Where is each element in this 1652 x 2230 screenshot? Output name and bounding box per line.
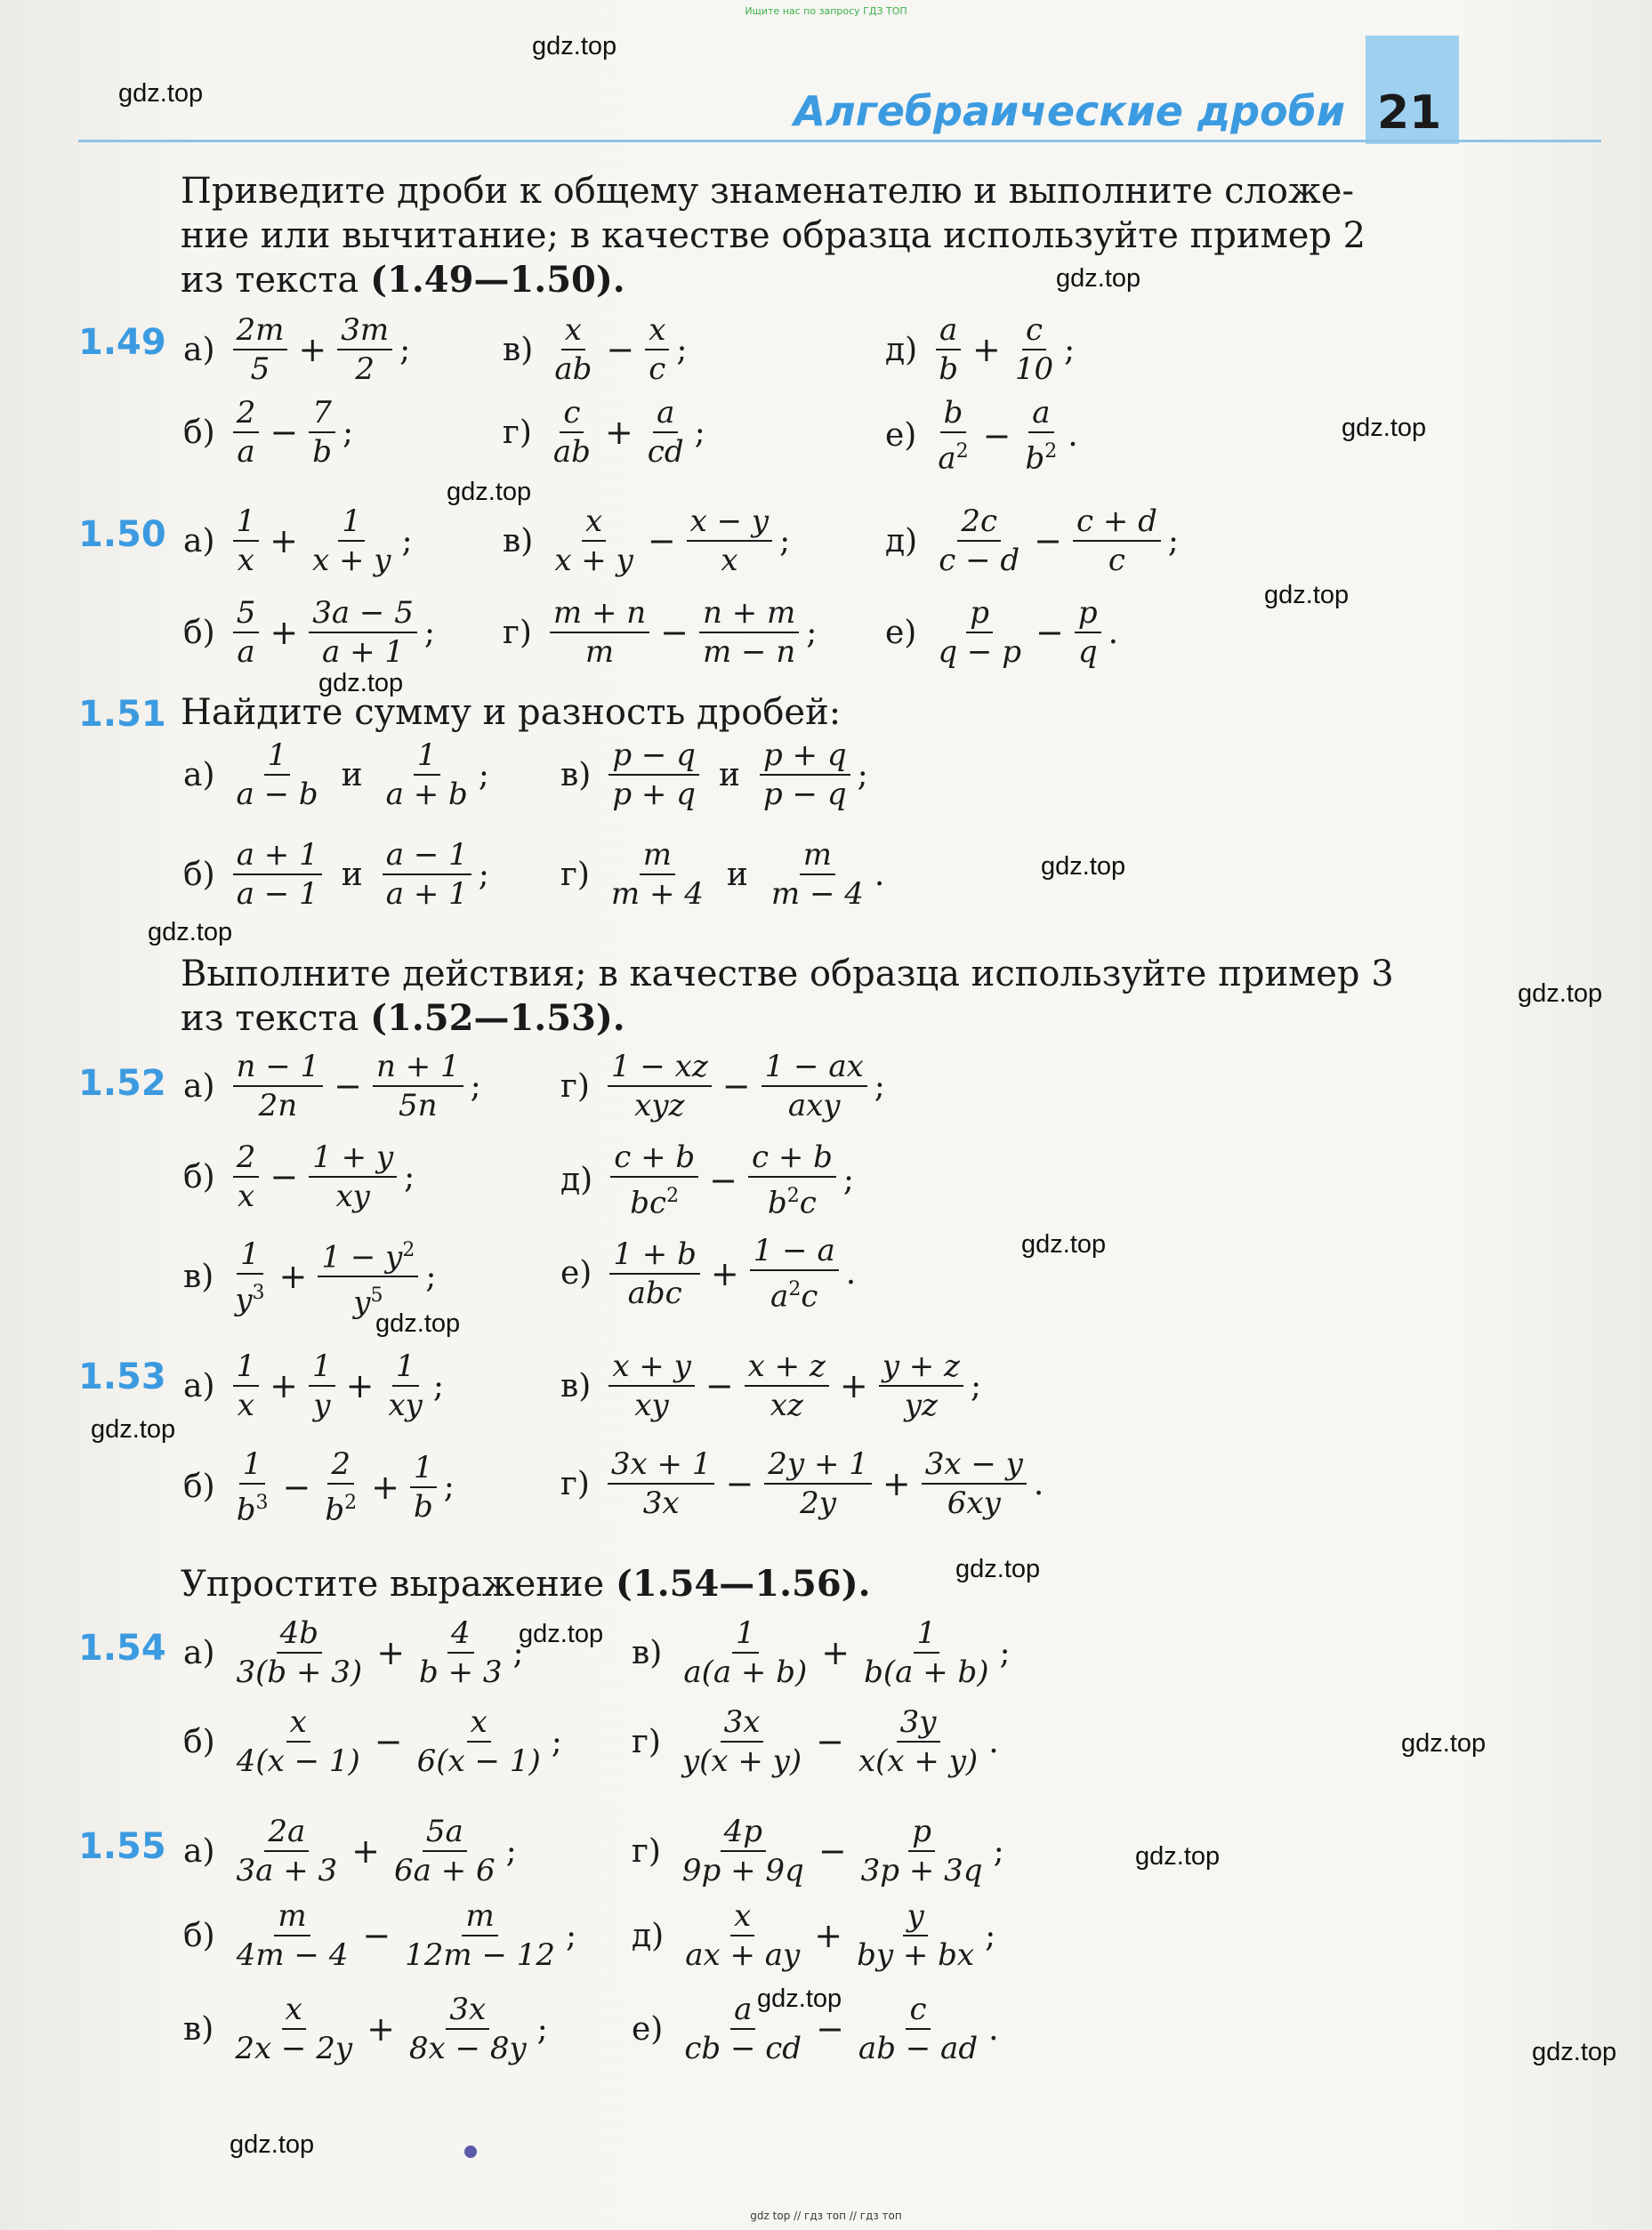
item-label: б)	[183, 614, 215, 651]
fraction: $\frac{a}{cd}$	[647, 395, 684, 470]
fraction: $\frac{1 - xz}{\text{xyz}}$	[608, 1048, 712, 1124]
problem-1-49-v: в) $\frac{x}{ab}$ − $\frac{x}{c}$ ;	[503, 312, 688, 387]
instruction-3-range: (1.54—1.56).	[615, 1563, 871, 1605]
problem-1-51-b: б) $\frac{a + 1}{a - 1}$ и $\frac{a - 1}{a + 1}$ ;	[183, 837, 489, 912]
fraction: $\frac{n - 1}{2n}$	[233, 1048, 324, 1124]
watermark: gdz.top	[1264, 581, 1350, 609]
instruction-1-line-2: ние или вычитание; в качестве образца используйте пример 2	[181, 215, 1366, 256]
item-label: е)	[885, 614, 917, 651]
item-label: а)	[183, 522, 215, 560]
item-label: а)	[183, 1832, 215, 1870]
fraction: $\frac{1 - a}{a^2c}$	[750, 1232, 839, 1315]
bottom-links[interactable]: gdz top // гдз топ // гдз топ	[750, 2210, 902, 2222]
fraction: $\frac{2a}{3a + 3}$	[236, 1814, 338, 1888]
fraction: $\frac{c + b}{b^2c}$	[748, 1139, 836, 1221]
watermark: gdz.top	[375, 1309, 461, 1338]
fraction: $\frac{1}{y}$	[309, 1348, 335, 1424]
fraction: $\frac{3y}{x(x + y)}$	[858, 1704, 979, 1779]
watermark: gdz.top	[955, 1555, 1041, 1583]
instruction-2-line-1: Выполните действия; в качестве образца используйте пример 3	[181, 954, 1394, 994]
fraction: $\frac{1}{x}$	[233, 1348, 260, 1424]
item-label: б)	[183, 1723, 215, 1760]
fraction: $\frac{m}{m - 4}$	[770, 837, 864, 912]
fraction: $\frac{3x - y}{6xy}$	[922, 1445, 1027, 1522]
fraction: $\frac{b}{a^2}$	[938, 395, 969, 477]
instruction-1-range: (1.49—1.50).	[370, 259, 625, 301]
watermark: gdz.top	[148, 918, 233, 946]
fraction: $\frac{m}{m + 4}$	[610, 837, 704, 912]
fraction: $\frac{x}{2x - 2y}$	[235, 1992, 353, 2066]
instruction-2-text: из текста	[181, 998, 371, 1039]
fraction: $\frac{5}{a}$	[233, 594, 260, 671]
item-label: д)	[885, 522, 918, 560]
conjunction: и	[718, 756, 740, 793]
fraction: $\frac{1}{a(a + b)}$	[683, 1615, 808, 1690]
watermark: gdz.top	[757, 1984, 842, 2013]
problem-1-53-a: а) $\frac{1}{x}$ + $\frac{1}{y}$ + $\frac{1}{xy}$ ;	[183, 1348, 445, 1423]
problem-1-50-v: в) $\frac{x}{x + y}$ − $\frac{x - y}{x}$ ;	[503, 503, 791, 578]
fraction: $\frac{p}{q - p}$	[938, 595, 1021, 670]
fraction: $\frac{m}{12m - 12}$	[405, 1898, 556, 1973]
fraction: $\frac{1}{b^3}$	[236, 1446, 269, 1528]
fraction: $\frac{x}{ax + ay}$	[685, 1898, 801, 1973]
fraction: $\frac{a + 1}{a - 1}$	[233, 836, 322, 913]
problem-1-52-b: б) $\frac{2}{x}$ − $\frac{1 + y}{xy}$ ;	[183, 1139, 415, 1214]
problem-1-53-b: б) $\frac{1}{b^3}$ − $\frac{2}{b^2}$ + $\frac{1}{b}$ ;	[183, 1446, 455, 1528]
fraction: $\frac{x}{x + y}$	[554, 503, 633, 578]
fraction: $\frac{p + q}{p - q}$	[760, 737, 850, 813]
fraction: $\frac{2m}{5}$	[233, 311, 288, 388]
item-label: д)	[560, 1162, 593, 1199]
fraction: $\frac{c}{ab}$	[552, 395, 591, 470]
item-label: а)	[183, 1367, 215, 1405]
problem-1-49-g: г) $\frac{c}{ab}$ + $\frac{a}{cd}$ ;	[503, 395, 705, 470]
fraction: $\frac{x + y}{xy}$	[608, 1348, 695, 1424]
item-label: е)	[632, 2010, 664, 2048]
item-label: е)	[885, 417, 917, 455]
problem-1-55-d: д) $\frac{x}{ax + ay}$ + $\frac{y}{by + bx}$ ;	[632, 1898, 996, 1973]
fraction: $\frac{2c}{c - d}$	[939, 503, 1020, 578]
fraction: $\frac{2}{x}$	[233, 1139, 260, 1215]
item-label: е)	[560, 1255, 592, 1292]
fraction: $\frac{7}{b}$	[309, 394, 335, 471]
watermark: gdz.top	[1532, 2038, 1617, 2066]
item-label: д)	[632, 1917, 665, 1954]
problem-1-51-text: Найдите сумму и разность дробей:	[181, 692, 842, 733]
problem-1-52-d: д) $\frac{c + b}{bc^2}$ − $\frac{c + b}{b^2c}$ ;	[560, 1139, 855, 1221]
fraction: $\frac{1 + b}{\text{abc}}$	[609, 1236, 700, 1312]
item-label: г)	[560, 856, 590, 893]
item-label: а)	[183, 1067, 215, 1105]
top-search-hint[interactable]: Ищите нас по запросу ГДЗ ТОП	[745, 5, 907, 17]
instruction-1-text: из текста	[181, 260, 371, 301]
problem-number-1-49: 1.49	[78, 322, 166, 363]
watermark: gdz.top	[1041, 852, 1126, 881]
problem-1-54-g: г) $\frac{3x}{y(x + y)}$ − $\frac{3y}{x(x + y)}$ .	[632, 1704, 999, 1779]
item-label: в)	[183, 2010, 214, 2048]
watermark: gdz.top	[1021, 1230, 1107, 1259]
fraction: $\frac{c + b}{bc^2}$	[610, 1139, 698, 1221]
problem-1-53-v: в) $\frac{x + y}{xy}$ − $\frac{x + z}{xz}$ + $\frac{y + z}{yz}$ ;	[560, 1348, 982, 1423]
fraction: $\frac{y}{by + bx}$	[857, 1898, 975, 1973]
fraction: $\frac{4b}{3(b + 3)}$	[236, 1615, 363, 1690]
fraction: $\frac{3m}{2}$	[337, 311, 392, 388]
page-number: 21	[1377, 86, 1442, 140]
item-label: д)	[885, 331, 918, 368]
fraction: $\frac{1 - y^2}{y^5}$	[318, 1232, 418, 1322]
fraction: $\frac{m}{4m - 4}$	[236, 1898, 349, 1973]
problem-1-54-v: в) $\frac{1}{a(a + b)}$ + $\frac{1}{b(a + b)}$ ;	[632, 1615, 1011, 1690]
problem-1-50-e: е) $\frac{p}{q - p}$ − $\frac{p}{q}$ .	[885, 595, 1119, 670]
fraction: $\frac{1}{a + b}$	[385, 737, 468, 812]
item-label: в)	[503, 522, 534, 560]
fraction: $\frac{n + m}{m - n}$	[699, 594, 799, 671]
problem-1-55-g: г) $\frac{4p}{9p + 9q}$ − $\frac{p}{3p + 3q}$ ;	[632, 1814, 1004, 1888]
item-label: г)	[632, 1723, 661, 1760]
fraction: $\frac{x}{ab}$	[554, 312, 592, 387]
instruction-2-range: (1.52—1.53).	[370, 997, 625, 1039]
problem-1-55-v: в) $\frac{x}{2x - 2y}$ + $\frac{3x}{8x - 8y}$ ;	[183, 1992, 548, 2066]
instruction-2-line-2	[181, 996, 1462, 1041]
instruction-1-line-1: Приведите дроби к общему знаменателю и выполните сложе-	[181, 171, 1354, 212]
item-label: в)	[560, 1367, 592, 1405]
watermark: gdz.top	[1401, 1729, 1487, 1758]
problem-number-1-53: 1.53	[78, 1357, 166, 1397]
fraction: $\frac{x}{4(x - 1)}$	[236, 1704, 360, 1779]
instruction-1	[181, 169, 1462, 302]
watermark: gdz.top	[1342, 414, 1427, 442]
fraction: $\frac{p}{q}$	[1075, 594, 1101, 671]
fraction: $\frac{n + 1}{5n}$	[373, 1048, 463, 1124]
item-label: а)	[183, 756, 215, 793]
problem-number-1-55: 1.55	[78, 1826, 166, 1867]
instruction-3-text: Упростите выражение	[181, 1564, 616, 1605]
conjunction: и	[341, 756, 363, 793]
instruction-1-line-3	[181, 258, 1462, 302]
item-label: г)	[503, 614, 532, 651]
fraction: $\frac{c}{10}$	[1014, 312, 1054, 387]
fraction: $\frac{p}{3p + 3q}$	[860, 1814, 983, 1888]
item-label: б)	[183, 1158, 215, 1196]
chapter-title: Алгебраические дроби	[794, 87, 1345, 135]
watermark: gdz.top	[519, 1620, 604, 1648]
fraction: $\frac{y + z}{yz}$	[879, 1348, 963, 1424]
item-label: б)	[183, 1917, 215, 1954]
fraction: $\frac{x}{6(x - 1)}$	[416, 1704, 541, 1779]
problem-1-51-a: а) $\frac{1}{a - b}$ и $\frac{1}{a + b}$ ;	[183, 737, 489, 812]
item-label: в)	[632, 1634, 663, 1671]
item-label: в)	[503, 331, 534, 368]
fraction: $\frac{2}{b^2}$	[325, 1446, 358, 1528]
problem-1-50-g: г) $\frac{m + n}{m}$ − $\frac{n + m}{m - n}$ ;	[503, 595, 818, 670]
problem-1-55-b: б) $\frac{m}{4m - 4}$ − $\frac{m}{12m - 12}$ ;	[183, 1898, 577, 1973]
item-label: а)	[183, 331, 215, 368]
conjunction: и	[726, 856, 748, 893]
problem-1-49-d: д) $\frac{a}{b}$ + $\frac{c}{10}$ ;	[885, 312, 1076, 387]
fraction: $\frac{1}{b}$	[410, 1449, 437, 1526]
item-label: б)	[183, 414, 215, 451]
fraction: $\frac{4p}{9p + 9q}$	[681, 1814, 804, 1888]
item-label: в)	[183, 1258, 214, 1295]
fraction: $\frac{1}{y^3}$	[235, 1236, 265, 1317]
fraction: $\frac{a - 1}{a + 1}$	[383, 836, 471, 913]
fraction: $\frac{1 + y}{xy}$	[309, 1139, 397, 1215]
fraction: $\frac{x - y}{x}$	[687, 503, 773, 579]
ink-spot	[464, 2145, 477, 2158]
problem-1-55-a: а) $\frac{2a}{3a + 3}$ + $\frac{5a}{6a + 6}$ ;	[183, 1814, 517, 1888]
problem-1-50-d: д) $\frac{2c}{c - d}$ − $\frac{c + d}{c}$ ;	[885, 503, 1180, 578]
item-label: г)	[560, 1465, 590, 1502]
fraction: $\frac{2y + 1}{2y}$	[764, 1445, 872, 1522]
problem-1-51-v: в) $\frac{p - q}{p + q}$ и $\frac{p + q}{p - q}$ ;	[560, 737, 868, 812]
header-rule	[78, 140, 1601, 142]
problem-1-52-e: е) $\frac{1 + b}{\text{abc}}$ + $\frac{1 - a}{a^2c}$ .	[560, 1233, 857, 1315]
fraction: $\frac{m + n}{m}$	[550, 594, 649, 671]
instruction-2	[181, 952, 1462, 1041]
problem-1-51-g: г) $\frac{m}{m + 4}$ и $\frac{m}{m - 4}$ .	[560, 837, 885, 912]
fraction: $\frac{3a - 5}{a + 1}$	[309, 594, 417, 671]
fraction: $\frac{3x + 1}{3x}$	[608, 1445, 715, 1522]
problem-1-52-g: г) $\frac{1 - xz}{\text{xyz}}$ − $\frac{1 - ax}{\text{axy}}$ ;	[560, 1049, 885, 1123]
watermark: gdz.top	[91, 1415, 176, 1444]
item-label: в)	[560, 756, 592, 793]
fraction: $\frac{1}{xy}$	[388, 1348, 423, 1423]
problem-number-1-51: 1.51	[78, 694, 166, 735]
problem-1-52-a: а) $\frac{n - 1}{2n}$ − $\frac{n + 1}{5n}$ ;	[183, 1049, 481, 1123]
fraction: $\frac{3x}{y(x + y)}$	[681, 1704, 802, 1779]
problem-1-52-v: в) $\frac{1}{y^3}$ + $\frac{1 - y^2}{y^5}$ ;	[183, 1232, 436, 1322]
item-label: г)	[503, 414, 532, 451]
problem-1-55-e: е) $\frac{a}{cb - cd}$ − $\frac{c}{ab - ad}$ .	[632, 1992, 999, 2066]
watermark: gdz.top	[447, 478, 532, 506]
fraction: $\frac{a}{b}$	[935, 311, 962, 388]
problem-1-50-a: а) $\frac{1}{x}$ + $\frac{1}{x + y}$ ;	[183, 503, 413, 578]
fraction: $\frac{1}{b(a + b)}$	[864, 1615, 989, 1690]
item-label: г)	[560, 1067, 590, 1105]
fraction: $\frac{1}{a - b}$	[236, 737, 318, 812]
item-label: г)	[632, 1832, 661, 1870]
fraction: $\frac{1}{x + y}$	[312, 503, 391, 578]
problem-1-49-e: е) $\frac{b}{a^2}$ − $\frac{a}{b^2}$ .	[885, 395, 1078, 477]
fraction: $\frac{1}{x}$	[233, 503, 260, 579]
fraction: $\frac{3x}{8x - 8y}$	[408, 1992, 527, 2066]
item-label: б)	[183, 856, 215, 893]
watermark: gdz.top	[118, 79, 204, 108]
fraction: $\frac{p - q}{p + q}$	[608, 737, 699, 813]
watermark: gdz.top	[1056, 264, 1141, 293]
watermark: gdz.top	[318, 669, 404, 697]
fraction: $\frac{c}{ab - ad}$	[858, 1992, 979, 2066]
problem-number-1-54: 1.54	[78, 1628, 166, 1669]
problem-1-50-b: б) $\frac{5}{a}$ + $\frac{3a - 5}{a + 1}$ ;	[183, 595, 435, 670]
fraction: $\frac{x}{c}$	[645, 311, 669, 388]
watermark: gdz.top	[532, 32, 617, 60]
fraction: $\frac{c + d}{c}$	[1073, 503, 1161, 579]
watermark: gdz.top	[230, 2130, 315, 2159]
problem-1-54-a: а) $\frac{4b}{3(b + 3)}$ + $\frac{4}{b + 3}$ ;	[183, 1615, 524, 1690]
problem-1-53-g: г) $\frac{3x + 1}{3x}$ − $\frac{2y + 1}{2y}$ + $\frac{3x - y}{6xy}$ .	[560, 1446, 1044, 1521]
fraction: $\frac{a}{b^2}$	[1025, 395, 1058, 477]
item-label: б)	[183, 1469, 215, 1506]
fraction: $\frac{4}{b + 3}$	[419, 1615, 503, 1690]
fraction: $\frac{1 - ax}{\text{axy}}$	[762, 1048, 867, 1124]
problem-1-54-b: б) $\frac{x}{4(x - 1)}$ − $\frac{x}{6(x - 1)}$ ;	[183, 1704, 562, 1779]
problem-number-1-50: 1.50	[78, 514, 166, 555]
watermark: gdz.top	[1518, 979, 1603, 1008]
watermark: gdz.top	[1135, 1842, 1221, 1871]
fraction: $\frac{2}{a}$	[233, 394, 260, 471]
fraction: $\frac{5a}{6a + 6}$	[394, 1814, 496, 1888]
conjunction: и	[341, 856, 363, 893]
problem-1-49-a: а) $\frac{2m}{5}$ + $\frac{3m}{2}$ ;	[183, 312, 411, 387]
problem-1-49-b: б) $\frac{2}{a}$ − $\frac{7}{b}$ ;	[183, 395, 354, 470]
fraction: $\frac{a}{cb - cd}$	[684, 1992, 802, 2066]
problem-number-1-52: 1.52	[78, 1063, 166, 1104]
item-label: а)	[183, 1634, 215, 1671]
instruction-3	[181, 1562, 1462, 1606]
fraction: $\frac{x + z}{xz}$	[745, 1348, 829, 1424]
